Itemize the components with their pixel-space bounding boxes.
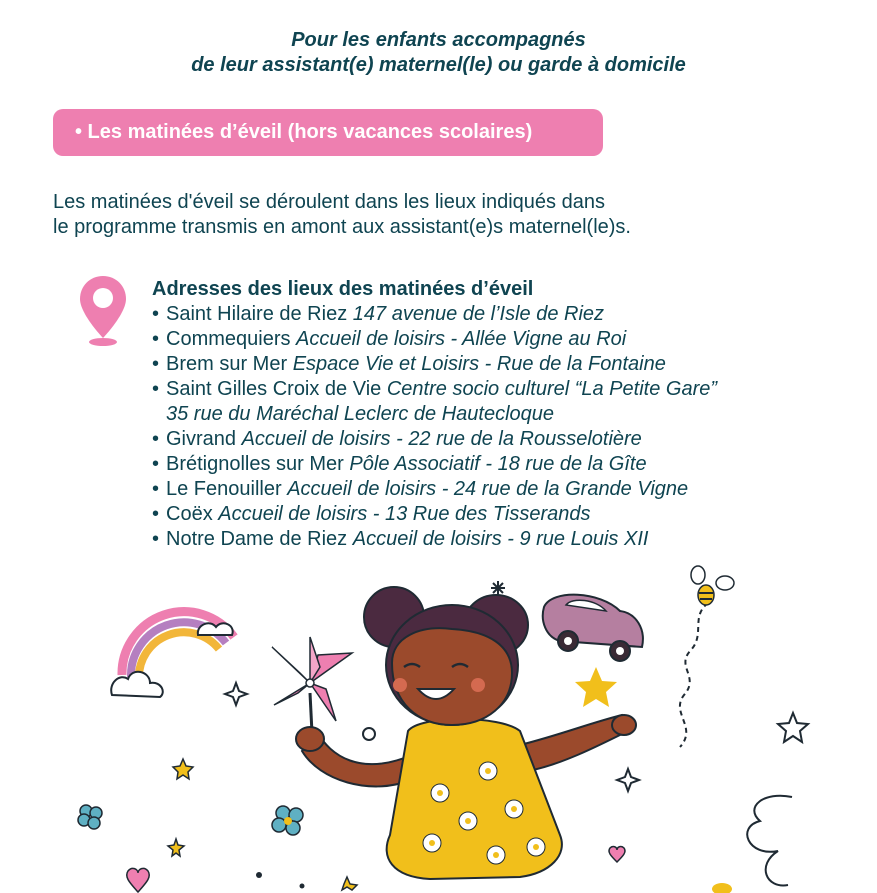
list-item	[152, 502, 852, 527]
child-illustration	[0, 555, 877, 893]
list-item	[152, 327, 852, 352]
address-heading: Adresses des lieux des matinées d’éveil	[152, 278, 534, 300]
address-detail-line-2: 35 rue du Maréchal Leclerc de Hautecloque	[166, 403, 555, 425]
list-item	[152, 352, 852, 377]
list-item	[152, 302, 852, 327]
address-list-section	[152, 277, 852, 552]
town-name: Commequiers	[166, 328, 291, 350]
address-detail: Accueil de loisirs - 24 rue de la Grande Vigne	[287, 478, 689, 500]
address-detail: Centre socio culturel “La Petite Gare”	[386, 378, 718, 400]
town-name: Brétignolles sur Mer	[166, 453, 344, 475]
squiggle-decoration	[680, 603, 708, 747]
decoration	[712, 883, 732, 893]
list-item	[152, 477, 852, 502]
town-name: Givrand	[166, 428, 237, 450]
address-detail: Espace Vie et Loisirs - Rue de la Fontaine	[292, 353, 666, 375]
bee-icon	[691, 566, 734, 605]
star-icon	[173, 759, 193, 779]
section-title-pill: • Les matinées d’éveil (hors vacances scolaires)	[53, 109, 603, 156]
address-detail: Accueil de loisirs - 9 rue Louis XII	[352, 528, 649, 550]
sparkle-icon	[617, 769, 639, 791]
star-icon	[575, 667, 617, 707]
town-name: Coëx	[166, 503, 213, 525]
list-item	[152, 427, 852, 452]
star-icon	[342, 877, 357, 890]
description-line-1: Les matinées d'éveil se déroulent dans les lieux indiqués dans	[53, 191, 605, 213]
star-icon	[778, 713, 808, 742]
intro-line-1: Pour les enfants accompagnés	[291, 29, 586, 51]
description-line-2: le programme transmis en amont aux assistant(e)s maternel(le)s.	[53, 216, 631, 238]
town-name: Saint Hilaire de Riez	[166, 303, 348, 325]
list-item	[152, 377, 852, 427]
car-icon	[543, 595, 643, 661]
address-detail: Accueil de loisirs - 13 Rue des Tisserands	[218, 503, 591, 525]
heart-icon	[127, 868, 150, 892]
intro-heading	[0, 28, 877, 78]
bubble	[363, 728, 375, 740]
list-item	[152, 527, 852, 552]
town-name: Brem sur Mer	[166, 353, 288, 375]
address-list	[152, 302, 852, 552]
pinwheel-icon	[272, 637, 352, 733]
sparkle-icon	[225, 683, 247, 705]
town-name: Notre Dame de Riez	[166, 528, 348, 550]
list-item	[152, 452, 852, 477]
rainbow-icon	[111, 612, 234, 697]
dot	[300, 884, 305, 889]
town-name: Saint Gilles Croix de Vie	[166, 378, 382, 400]
address-detail: Accueil de loisirs - 22 rue de la Rousselotière	[241, 428, 642, 450]
flower-icon	[78, 805, 102, 829]
address-detail: Accueil de loisirs - Allée Vigne au Roi	[296, 328, 627, 350]
sparkle-icon	[491, 581, 505, 595]
heart-icon	[609, 847, 625, 862]
address-detail: 147 avenue de l’Isle de Riez	[352, 303, 605, 325]
star-icon	[168, 839, 184, 856]
intro-line-2: de leur assistant(e) maternel(le) ou garde à domicile	[191, 54, 686, 76]
location-pin-icon	[78, 274, 128, 348]
town-name: Le Fenouiller	[166, 478, 282, 500]
squiggle-decoration	[747, 796, 792, 886]
address-detail: Pôle Associatif - 18 rue de la Gîte	[349, 453, 647, 475]
description	[53, 190, 833, 240]
flower-icon	[272, 806, 303, 835]
dot	[256, 872, 262, 878]
